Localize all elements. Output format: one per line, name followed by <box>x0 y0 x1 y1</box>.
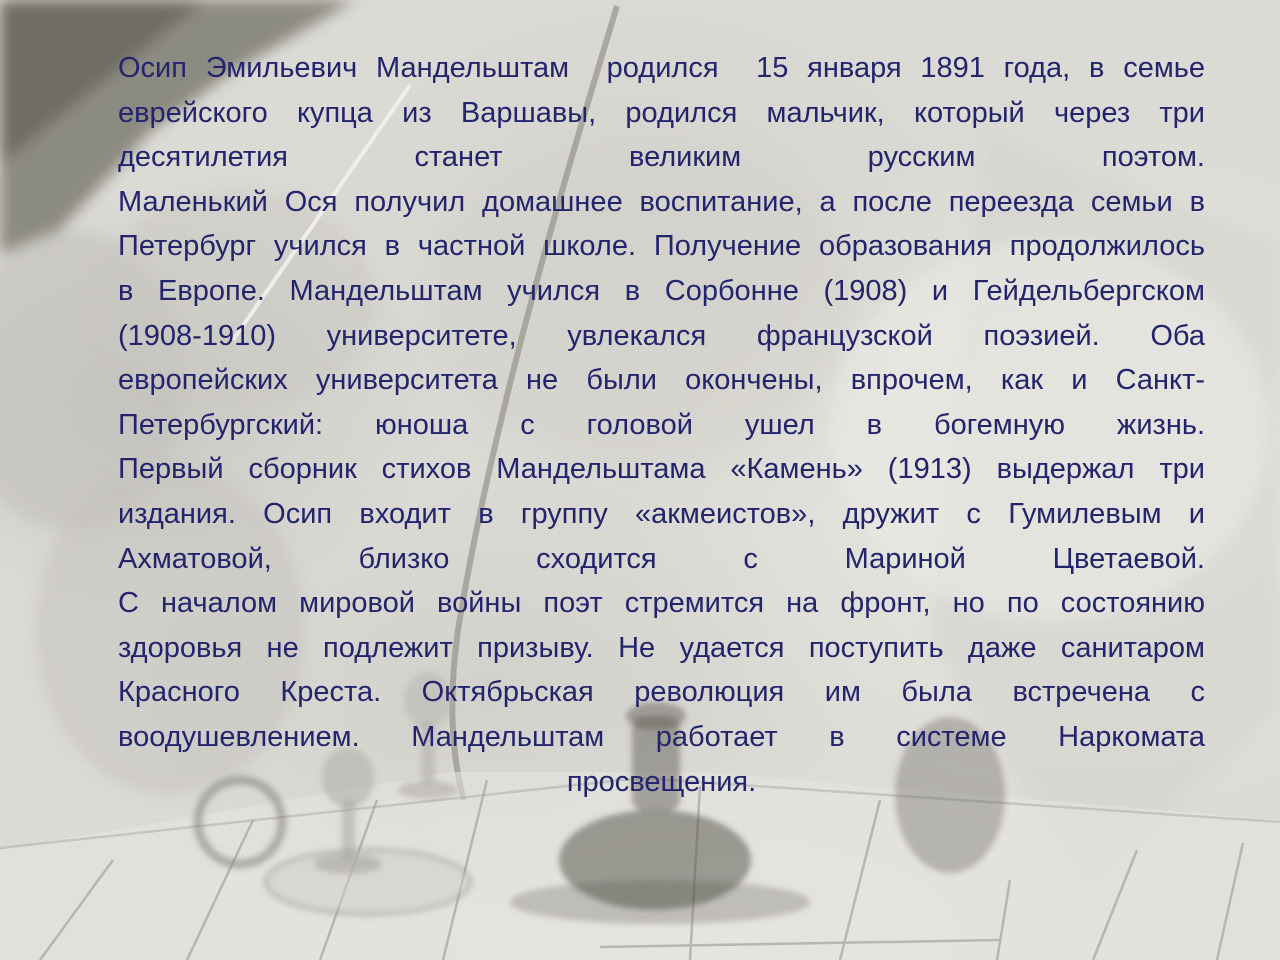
text-line: Маленький Ося получил домашнее воспитание, а после переезда семьи в <box>118 185 1205 218</box>
biography-text <box>118 46 1205 804</box>
text-line: Красного Креста. Октябрьская революция им была встречена с <box>118 676 1205 709</box>
text-line: Ахматовой, близко сходится с Мариной Цветаевой. <box>118 542 1205 575</box>
text-line: Осип Эмильевич Мандельштам родился 15 января 1891 года, в семье <box>118 52 1205 84</box>
text-line: Первый сборник стихов Мандельштама «Камень» (1913) выдержал три <box>118 453 1205 486</box>
text-line: издания. Осип входит в группу «акмеистов», дружит с Гумилевым и <box>118 497 1205 530</box>
text-line: здоровья не подлежит призыву. Не удается поступить даже санитаром <box>118 631 1205 664</box>
text-line: Петербургский: юноша с головой ушел в богемную жизнь. <box>118 408 1205 441</box>
text-line: Петербург учился в частной школе. Получение образования продолжилось <box>118 230 1205 263</box>
text-line: европейских университета не были окончены, впрочем, как и Санкт- <box>118 364 1205 397</box>
text-line: десятилетия станет великим русским поэтом. <box>118 141 1205 174</box>
text-line: еврейского купца из Варшавы, родился мальчик, который через три <box>118 96 1205 129</box>
text-line: воодушевлением. Мандельштам работает в системе Наркомата <box>118 720 1205 753</box>
text-line: С началом мировой войны поэт стремится на фронт, но по состоянию <box>118 587 1205 620</box>
text-line: в Европе. Мандельштам учился в Сорбонне (1908) и Гейдельбергском <box>118 274 1205 307</box>
text-line: просвещения. <box>566 765 757 798</box>
text-line: (1908-1910) университете, увлекался французской поэзией. Оба <box>118 319 1205 352</box>
